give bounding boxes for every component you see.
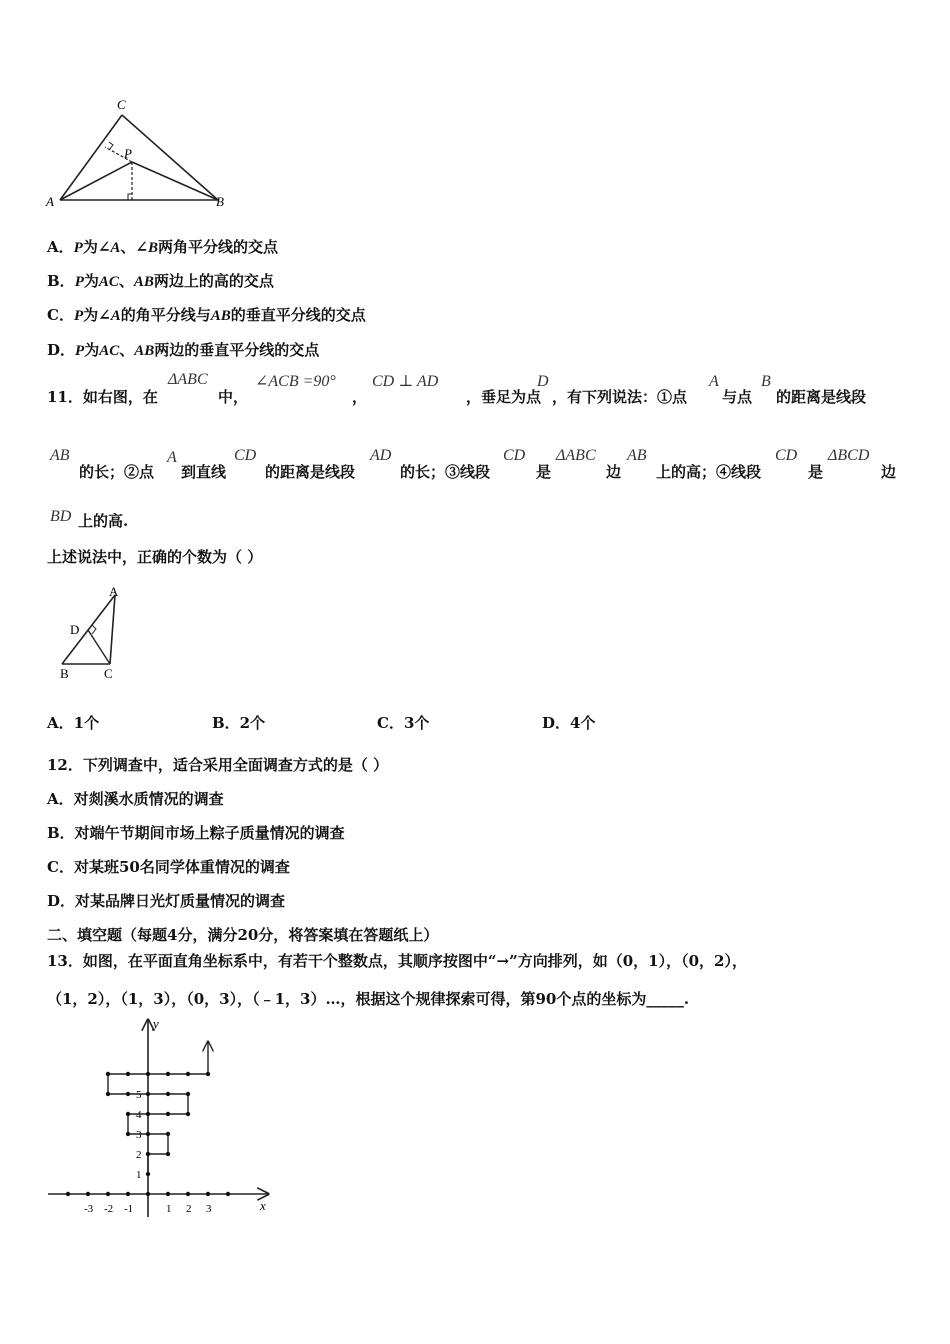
q12-option-a[interactable]: A．对剡溪水质情况的调查 [47,790,224,808]
lattice-point [186,1072,190,1076]
lattice-point [186,1112,190,1116]
lattice-point [106,1072,110,1076]
x-tick-label: -2 [104,1203,114,1215]
q11-stem-text: 是 [536,463,552,481]
triangle-figure-q10 [40,95,240,215]
x-tick-label: 2 [186,1203,192,1215]
lattice-point [146,1172,150,1176]
q13-stem-line2: （1，2），（1，3），（0，3），（﹣1，3）…，根据这个规律探索可得，第90个点的坐标为_____. [47,990,690,1008]
q11-stem-text: 上的高；④线段 [656,463,762,481]
right-angle-mark [109,142,113,150]
x-tick-label: -3 [84,1203,94,1215]
lattice-point [166,1192,170,1196]
lattice-point [86,1192,90,1196]
y-tick-label: 2 [136,1149,142,1161]
label-p: P [124,146,132,161]
y-tick-label: 4 [136,1109,142,1121]
x-tick-label: -1 [124,1203,134,1215]
lattice-point [206,1192,210,1196]
lattice-point [226,1192,230,1196]
lattice-point [106,1192,110,1196]
q11-stem-text: 上的高. [78,512,129,530]
lattice-point [166,1132,170,1136]
q12-stem: 12．下列调查中，适合采用全面调查方式的是（ ） [47,756,389,774]
lattice-point [126,1132,130,1136]
lattice-point [146,1152,150,1156]
right-angle-mark [92,625,96,634]
q10-option-c[interactable]: C．P为∠A的角平分线与AB的垂直平分线的交点 [47,306,366,324]
right-triangle-figure-q11 [50,580,130,685]
q11-option-d[interactable]: D．4个 [542,714,596,732]
q10-option-a[interactable]: A．P为∠A、∠B两角平分线的交点 [47,238,279,256]
segment-ap [60,162,132,200]
lattice-point [166,1152,170,1156]
math-angle-acb: ∠ACB =90° [255,373,336,390]
x-tick-label: 1 [166,1203,172,1215]
q11-stem-text: ，有下列说法：①点 [552,388,688,406]
math-point-a: A [709,373,719,390]
side-ac [110,595,115,664]
math-line-cd: CD [234,447,257,464]
math-point-a: A [167,449,177,466]
q11-stem-text: 的长；③线段 [400,463,491,481]
lattice-point [146,1072,150,1076]
math-point-b: B [761,373,771,390]
lattice-point [126,1192,130,1196]
math-triangle-bcd: ΔBCD [828,447,870,464]
q12-option-b[interactable]: B．对端午节期间市场上粽子质量情况的调查 [47,824,345,842]
q11-stem-text: 的长；②点 [79,463,155,481]
side-cb [122,115,218,200]
q11-stem-text: 边 [606,463,622,481]
q11-stem-text: 到直线 [181,463,227,481]
label-b: B [216,194,224,209]
q12-option-d[interactable]: D．对某品牌日光灯质量情况的调查 [47,892,286,910]
label-b: B [60,666,69,681]
y-axis-label: y [153,1016,159,1031]
lattice-point [166,1112,170,1116]
math-point-d: D [537,373,549,390]
lattice-point [206,1072,210,1076]
segment-bp [132,162,218,200]
q11-stem-text: ， [352,388,368,406]
q11-option-c[interactable]: C．3个 [377,714,430,732]
lattice-point [146,1192,150,1196]
q11-stem-text: 中， [218,388,249,406]
q11-stem-text: 与点 [722,388,753,406]
spiral-path [108,1054,208,1174]
math-triangle-abc: ΔABC [168,371,208,388]
math-triangle-abc: ΔABC [556,447,596,464]
y-tick-label: 3 [136,1129,142,1141]
math-segment-ad: AD [370,447,392,464]
q11-stem-text: 的距离是线段 [776,388,867,406]
right-angle-mark [128,194,132,200]
q11-option-a[interactable]: A．1个 [47,714,100,732]
q11-option-b[interactable]: B．2个 [212,714,266,732]
lattice-point [186,1092,190,1096]
q12-option-c[interactable]: C．对某班50名同学体重情况的调查 [47,858,290,876]
segment-cd [88,630,110,664]
lattice-point [146,1132,150,1136]
q11-stem-text: 11．如右图，在 [47,388,158,406]
coordinate-plane-figure [40,1012,280,1222]
q13-stem-line1: 13．如图，在平面直角坐标系中，有若干个整数点，其顺序按图中“→”方向排列，如（0，1），（0，2）， [47,952,747,970]
label-a: A [109,584,119,599]
section-header-fill-in: 二、填空题（每题4分，满分20分，将答案填在答题纸上） [47,926,439,944]
y-tick-label: 1 [136,1169,142,1181]
y-tick-label: 5 [136,1089,142,1101]
x-tick-label: 3 [206,1203,212,1215]
lattice-point [166,1072,170,1076]
math-segment-cd: CD [503,447,526,464]
x-axis-label: x [260,1198,266,1213]
lattice-point [126,1072,130,1076]
math-segment-cd: CD [775,447,798,464]
lattice-point [146,1092,150,1096]
lattice-point [126,1092,130,1096]
lattice-point [106,1092,110,1096]
q11-stem-text: ，垂足为点 [466,388,542,406]
label-d: D [70,622,80,637]
label-c: C [104,666,113,681]
q10-option-b[interactable]: B．P为AC、AB两边上的高的交点 [47,272,274,290]
math-side-bd: BD [50,508,72,525]
lattice-point [146,1112,150,1116]
lattice-point [126,1112,130,1116]
q11-stem-text: 边 [881,463,897,481]
lattice-point [66,1192,70,1196]
math-segment-ab: AB [50,447,70,464]
label-c: C [117,97,126,112]
q10-option-d[interactable]: D．P为AC、AB两边的垂直平分线的交点 [47,341,320,359]
q11-stem-text: 的距离是线段 [265,463,356,481]
lattice-point [186,1192,190,1196]
side-ac [60,115,122,200]
q11-stem-text: 是 [808,463,824,481]
lattice-point [166,1092,170,1096]
math-cd-perp-ad: CD ⊥ AD [372,373,439,390]
label-a: A [46,194,54,209]
math-side-ab: AB [627,447,647,464]
q11-question: 上述说法中，正确的个数为（ ） [47,548,263,566]
